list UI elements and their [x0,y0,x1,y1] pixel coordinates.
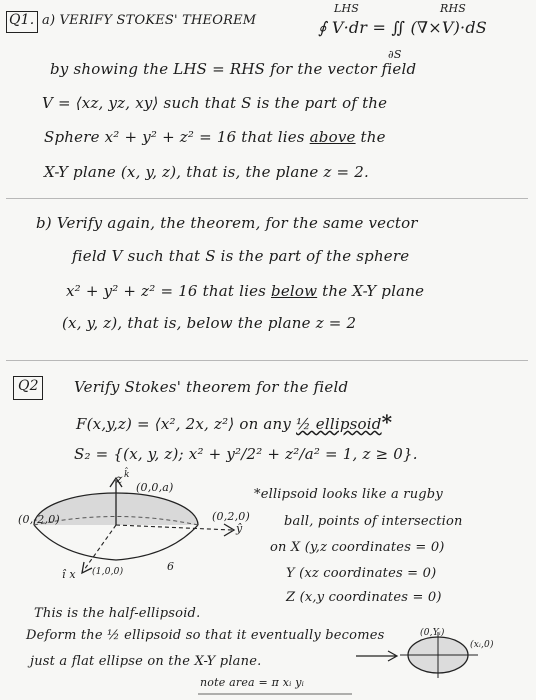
lhs-label: LHS [334,2,360,15]
q2-star: * [381,410,393,434]
q2-half-ellipsoid: ½ ellipsoid [296,415,382,433]
flat-ellipse-right-label: (xᵢ,0) [470,640,494,650]
q2-note3: on X (y,z coordinates = 0) [270,540,445,555]
q2-half-line: This is the half-ellipsoid. [34,606,201,621]
partial-s-label: ∂S [388,48,402,61]
q2-note5: Z (x,y coordinates = 0) [286,590,442,605]
q1-b-line2: field V such that S is the part of the sphere [72,247,410,265]
rhs-label: RHS [440,2,467,15]
q1-b-line3-pre: x² + y² + z² = 16 that lies [66,282,272,300]
diagram-y-arrow-label: ŷ [236,522,243,535]
q2-number: Q2 [18,378,39,394]
q1-b-line4: (x, y, z), that is, below the plane z = 2 [62,314,357,332]
q2-note4: Y (xz coordinates = 0) [286,566,437,581]
q2-note2: ball, points of intersection [284,514,463,529]
diagram-k-label: k̂ [124,470,130,480]
q1-b-line1: b) Verify again, the theorem, for the same vector [36,214,418,232]
q1-a-line3: V = ⟨xz, yz, xy⟩ such that S is the part of the [42,94,388,112]
q1-a-line2: by showing the LHS = RHS for the vector field [50,60,417,78]
flat-ellipse-top-label: (0,Yᵢ) [420,628,445,638]
q2-area-note: note area = π xᵢ yᵢ [200,676,305,689]
q2-note1: *ellipsoid looks like a rugby [254,487,443,502]
q1-b-below: below [271,282,318,300]
diagram-x-label: î x [62,568,76,581]
q2-deform-line: Deform the ½ ellipsoid so that it eventually becomes [26,628,385,643]
q1-number: Q1. [9,12,35,28]
q1-a-line5: X-Y plane (x, y, z), that is, the plane z = 2. [44,163,369,181]
diagram-bottom-point: (1,0,0) [92,567,124,577]
diagram-left-point: (0,-2,0) [18,513,60,526]
stokes-equation: ∮ V·dr = ∬ (∇×V)·dS [318,18,487,37]
q2-line2-pre: F(x,y,z) = ⟨x², 2x, z²⟩ on any [76,415,297,433]
diagram-z-label: z [116,472,123,486]
q1-a-above: above [309,128,356,146]
q2-line1: Verify Stokes' theorem for the field [74,378,349,396]
q2-line3: S₂ = {(x, y, z); x² + y²/2² + z²/a² = 1, z ≥ 0}. [74,445,418,463]
q1-part-a-intro: a) VERIFY STOKES' THEOREM [42,13,257,28]
q2-flat-line: just a flat ellipse on the X-Y plane. [30,654,262,669]
q1-a-line4-post: the [355,128,386,146]
flat-arrow [356,651,397,661]
q1-a-line4-pre: Sphere x² + y² + z² = 16 that lies [44,128,310,146]
q1-b-line3-post: the X-Y plane [317,282,425,300]
diagram-six: 6 [167,560,175,573]
diagram-top-point: (0,0,a) [136,481,174,494]
diagram-right-point: (0,2,0) [212,510,250,523]
